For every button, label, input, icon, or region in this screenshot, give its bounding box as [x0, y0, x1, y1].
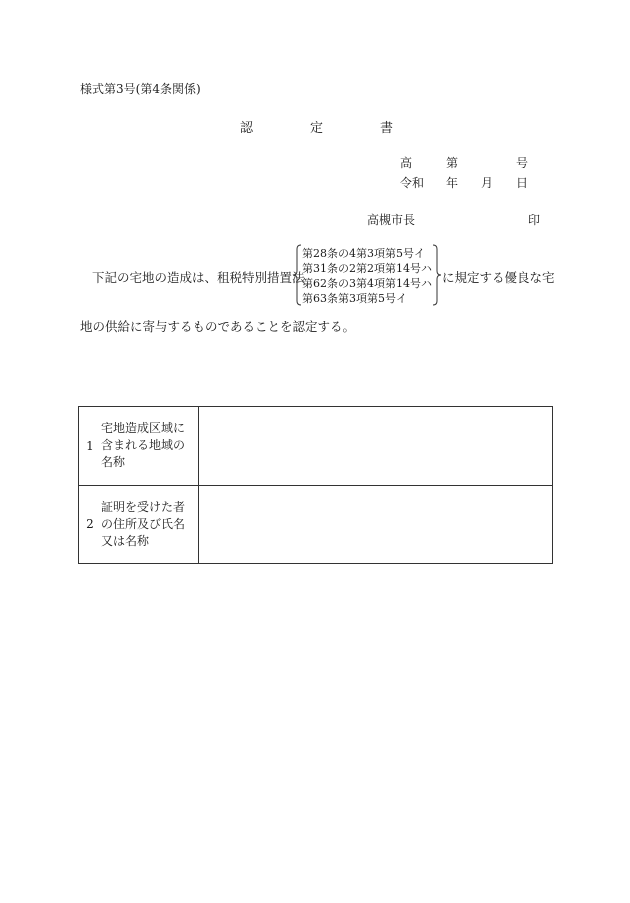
reference-dai: 第: [446, 156, 459, 170]
title-char-3: 書: [380, 121, 394, 136]
table-row: [79, 407, 553, 486]
title-char-2: 定: [310, 121, 324, 136]
row-value-cell[interactable]: [199, 485, 553, 564]
info-table: [78, 406, 553, 564]
title-char-1: 認: [240, 121, 254, 136]
law-article-bracket: [292, 243, 442, 307]
law-item: 第31条の2第2項第14号ハ: [302, 262, 432, 275]
body-trail: に規定する優良な宅: [442, 270, 555, 285]
law-item: 第63条第3項第5号イ: [302, 292, 407, 305]
date-year: 年: [446, 176, 459, 190]
reference-go: 号: [516, 156, 529, 170]
form-number: 様式第3号(第4条関係): [80, 82, 201, 96]
row-label: 宅地造成区域に 含まれる地域の 名称: [101, 421, 186, 470]
row-value-cell[interactable]: [199, 407, 553, 486]
row-number: 1: [86, 438, 94, 453]
table-row: [79, 485, 553, 564]
row-label-cell: [79, 407, 199, 486]
row-label: 証明を受けた者 の住所及び氏名 又は名称: [101, 499, 186, 548]
law-item: 第62条の3第4項第14号ハ: [302, 277, 432, 290]
reference-prefix: 高: [400, 156, 413, 170]
body-line2: 地の供給に寄与するものであることを認定する。: [80, 319, 356, 334]
law-item: 第28条の4第3項第5号イ: [302, 247, 425, 260]
issuer-name: 高槻市長: [367, 213, 416, 227]
date-month: 月: [481, 176, 494, 190]
row-number: 2: [86, 517, 94, 532]
row-label-cell: [79, 485, 199, 564]
date-day: 日: [516, 176, 529, 190]
issuer-seal: 印: [528, 213, 541, 227]
body-lead: 下記の宅地の造成は、租税特別措置法: [92, 270, 305, 285]
date-era: 令和: [400, 176, 425, 190]
